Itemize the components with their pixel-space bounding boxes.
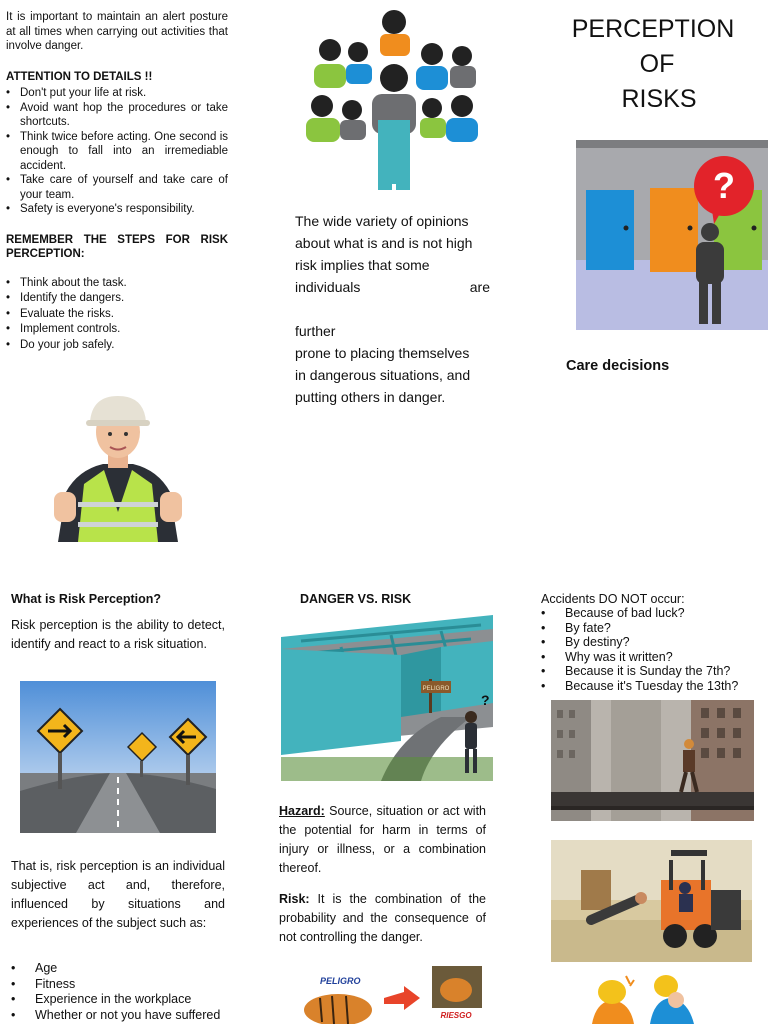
factor-item: • Fitness [11,977,241,993]
worker-thumbs-up-image [48,392,188,542]
factor-item: • Experience in the workplace [11,992,241,1008]
paragraph-line: in dangerous situations, and [295,367,471,383]
accident-item: • Why was it written? [541,650,766,665]
hazard-definition [279,802,486,878]
attention-item: • Safety is everyone's responsibility. [6,202,228,217]
injured-workers-image [590,972,710,1024]
risk-term: Risk: [279,892,310,906]
danger-vs-risk-heading: DANGER VS. RISK [300,592,412,606]
accident-item: • Because it is Sunday the 7th? [541,664,766,679]
title-line: RISKS [621,85,697,113]
step-item: • Identify the dangers. [6,291,228,306]
attention-list [6,86,228,217]
hazard-term: Hazard: [279,804,325,818]
steel-beam-worker-image [551,700,754,821]
attention-item: • Take care of yourself and take care of your team. [6,173,228,202]
paragraph-line: The wide variety of opinions [295,213,469,229]
doors-decision-image [576,140,768,330]
page-title [560,12,760,117]
attention-item: • Avoid want hop the procedures or take shortcuts. [6,101,228,130]
risk-definition: Risk perception is the ability to detect, identify and react to a risk situation. [11,618,225,651]
risk-explanation: That is, risk perception is an individual subjective act and, therefore, influenced by situations and experiences of the subject such as: [11,859,225,930]
paragraph-line [295,298,490,320]
paragraph-line: individuals are [295,279,490,295]
svg-text:PELIGRO: PELIGRO [422,686,450,692]
factor-item: • Whether or not you have suffered [11,1008,241,1024]
road-signs-image [20,681,216,833]
accident-item: • By fate? [541,621,766,636]
paragraph-line: further [295,323,336,339]
care-decisions-heading: Care decisions [566,358,670,374]
intro-paragraph: It is important to maintain an alert posture at all times when carrying out activities that involve danger. [6,11,228,52]
forklift-accident-image [551,840,752,962]
crowd-of-workers-image [300,10,486,192]
steps-list [6,276,228,353]
factor-item: • Age [11,961,241,977]
risk-text: It is the combination of the probability and the consequence of not controlling the danger. [279,892,486,944]
svg-text:PELIGRO: PELIGRO [320,976,361,986]
attention-item: • Think twice before acting. One second is enough to fall into an irremediable accident. [6,130,228,174]
risk-definition-mid [279,890,486,947]
step-item: • Think about the task. [6,276,228,291]
paragraph-line: putting others in danger. [295,389,446,405]
svg-text:RIESGO: RIESGO [440,1011,472,1020]
steps-heading: REMEMBER THE STEPS FOR RISK PERCEPTION: [6,233,228,260]
paragraph-line: risk implies that some [295,257,430,273]
tiger-danger-risk-image [300,964,486,1024]
accident-item: • By destiny? [541,635,766,650]
attention-item: • Don't put your life at risk. [6,86,228,101]
accident-item: • Because of bad luck? [541,606,766,621]
step-item: • Do your job safely. [6,338,228,353]
maze-image [281,607,493,781]
title-line: PERCEPTION [571,15,735,43]
factors-list [11,961,241,1023]
accident-item: • Because it's Tuesday the 13th? [541,679,766,694]
accidents-intro: Accidents DO NOT occur: [541,592,685,606]
paragraph-line: about what is and is not high [295,235,473,251]
attention-heading: ATTENTION TO DETAILS !! [6,70,153,83]
accidents-list [541,606,766,694]
svg-text:?: ? [481,692,490,708]
hazard-text: Source, situation or act with the potential for harm in terms of injury or illness, or a combination thereof. [279,804,486,875]
step-item: • Implement controls. [6,322,228,337]
paragraph-line: prone to placing themselves [295,345,470,361]
svg-text:?: ? [713,165,735,206]
what-is-risk-heading: What is Risk Perception? [11,592,162,606]
panel-left-top [6,10,228,352]
title-line: OF [639,50,675,78]
step-item: • Evaluate the risks. [6,307,228,322]
opinions-paragraph [295,210,490,408]
